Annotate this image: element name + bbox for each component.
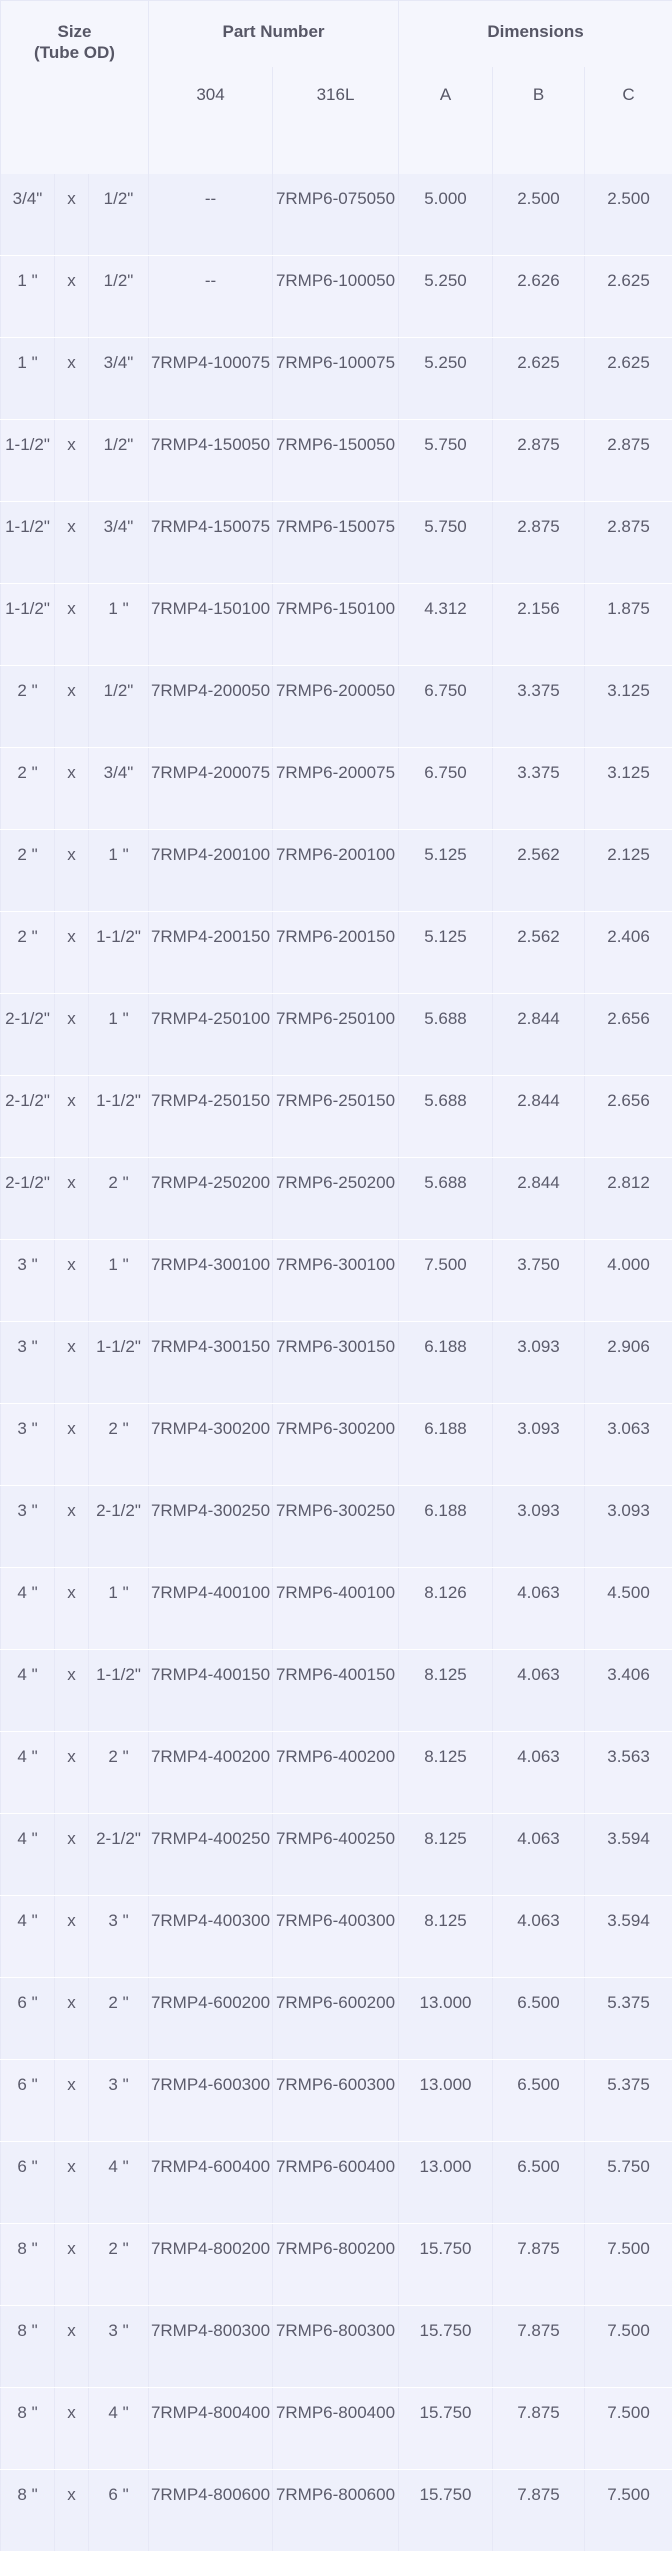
part-316l-cell: 7RMP6-250100 <box>273 994 399 1076</box>
part-316l-cell: 7RMP6-250200 <box>273 1158 399 1240</box>
dim-c-cell: 3.594 <box>585 1896 672 1978</box>
size-x-cell: x <box>55 666 89 748</box>
part-316l-cell: 7RMP6-300250 <box>273 1486 399 1568</box>
part-304-cell: 7RMP4-250100 <box>149 994 273 1076</box>
part-304-cell: 7RMP4-300150 <box>149 1322 273 1404</box>
part-304-cell: 7RMP4-400300 <box>149 1896 273 1978</box>
part-304-cell: 7RMP4-400150 <box>149 1650 273 1732</box>
part-304-cell: 7RMP4-200075 <box>149 748 273 830</box>
size-main-cell: 3 " <box>1 1240 55 1322</box>
part-304-cell: 7RMP4-800400 <box>149 2388 273 2470</box>
dim-b-cell: 4.063 <box>493 1568 585 1650</box>
part-316l-cell: 7RMP6-600400 <box>273 2142 399 2224</box>
part-316l-cell: 7RMP6-800600 <box>273 2470 399 2552</box>
dim-a-cell: 15.750 <box>399 2470 493 2552</box>
dim-c-cell: 1.875 <box>585 584 672 666</box>
subheader-a: A <box>399 67 493 174</box>
size-branch-cell: 1 " <box>89 1568 149 1650</box>
dim-a-cell: 8.125 <box>399 1896 493 1978</box>
size-main-cell: 8 " <box>1 2470 55 2552</box>
table-row <box>1 666 672 748</box>
size-branch-cell: 2 " <box>89 1732 149 1814</box>
part-316l-cell: 7RMP6-150075 <box>273 502 399 584</box>
table-row <box>1 1814 672 1896</box>
dim-b-cell: 2.626 <box>493 256 585 338</box>
size-branch-cell: 2 " <box>89 1978 149 2060</box>
size-main-cell: 8 " <box>1 2306 55 2388</box>
dim-a-cell: 8.125 <box>399 1814 493 1896</box>
dim-b-cell: 3.093 <box>493 1322 585 1404</box>
part-304-cell: 7RMP4-600400 <box>149 2142 273 2224</box>
part-316l-cell: 7RMP6-200050 <box>273 666 399 748</box>
dim-a-cell: 13.000 <box>399 2060 493 2142</box>
dim-b-cell: 2.844 <box>493 1076 585 1158</box>
part-304-cell: -- <box>149 174 273 256</box>
part-304-cell: 7RMP4-400200 <box>149 1732 273 1814</box>
table-row <box>1 912 672 994</box>
part-316l-cell: 7RMP6-400100 <box>273 1568 399 1650</box>
dim-c-cell: 7.500 <box>585 2306 672 2388</box>
size-x-cell: x <box>55 1486 89 1568</box>
size-x-cell: x <box>55 2306 89 2388</box>
size-branch-cell: 3 " <box>89 1896 149 1978</box>
dim-b-cell: 3.375 <box>493 748 585 830</box>
size-branch-cell: 1/2" <box>89 666 149 748</box>
table-row <box>1 2060 672 2142</box>
part-304-cell: 7RMP4-800300 <box>149 2306 273 2388</box>
table-row <box>1 1486 672 1568</box>
dim-b-cell: 6.500 <box>493 2060 585 2142</box>
size-main-cell: 1 " <box>1 256 55 338</box>
dim-b-cell: 4.063 <box>493 1896 585 1978</box>
size-branch-cell: 3 " <box>89 2306 149 2388</box>
part-304-cell: 7RMP4-150050 <box>149 420 273 502</box>
size-x-cell: x <box>55 1896 89 1978</box>
size-branch-cell: 2 " <box>89 1404 149 1486</box>
table-row <box>1 1568 672 1650</box>
part-304-cell: 7RMP4-200050 <box>149 666 273 748</box>
size-x-cell: x <box>55 584 89 666</box>
size-main-cell: 2-1/2" <box>1 994 55 1076</box>
part-304-cell: 7RMP4-300100 <box>149 1240 273 1322</box>
size-x-cell: x <box>55 2224 89 2306</box>
dim-c-cell: 2.812 <box>585 1158 672 1240</box>
size-x-cell: x <box>55 338 89 420</box>
size-x-cell: x <box>55 420 89 502</box>
size-branch-cell: 1-1/2" <box>89 1076 149 1158</box>
size-main-cell: 6 " <box>1 1978 55 2060</box>
size-branch-cell: 3/4" <box>89 502 149 584</box>
size-branch-cell: 1 " <box>89 584 149 666</box>
dim-a-cell: 13.000 <box>399 1978 493 2060</box>
dim-c-cell: 5.375 <box>585 1978 672 2060</box>
size-branch-cell: 3/4" <box>89 338 149 420</box>
part-316l-cell: 7RMP6-800400 <box>273 2388 399 2470</box>
size-main-cell: 1 " <box>1 338 55 420</box>
dim-b-cell: 2.844 <box>493 1158 585 1240</box>
size-branch-cell: 1-1/2" <box>89 912 149 994</box>
table-row <box>1 748 672 830</box>
part-316l-cell: 7RMP6-300200 <box>273 1404 399 1486</box>
table-row <box>1 338 672 420</box>
size-main-cell: 1-1/2" <box>1 420 55 502</box>
size-x-cell: x <box>55 1978 89 2060</box>
size-main-cell: 2 " <box>1 830 55 912</box>
table-row <box>1 1978 672 2060</box>
size-branch-cell: 6 " <box>89 2470 149 2552</box>
part-304-cell: 7RMP4-300250 <box>149 1486 273 1568</box>
size-branch-cell: 1-1/2" <box>89 1650 149 1732</box>
dim-c-cell: 3.563 <box>585 1732 672 1814</box>
dim-c-cell: 2.406 <box>585 912 672 994</box>
part-304-cell: 7RMP4-100075 <box>149 338 273 420</box>
part-316l-cell: 7RMP6-800300 <box>273 2306 399 2388</box>
dim-c-cell: 2.875 <box>585 420 672 502</box>
dim-a-cell: 13.000 <box>399 2142 493 2224</box>
table-row <box>1 2224 672 2306</box>
dim-c-cell: 3.093 <box>585 1486 672 1568</box>
size-x-cell: x <box>55 1732 89 1814</box>
dim-c-cell: 2.656 <box>585 994 672 1076</box>
dim-c-cell: 2.906 <box>585 1322 672 1404</box>
table-row <box>1 1240 672 1322</box>
dim-a-cell: 15.750 <box>399 2224 493 2306</box>
part-316l-cell: 7RMP6-400300 <box>273 1896 399 1978</box>
part-304-cell: 7RMP4-150100 <box>149 584 273 666</box>
table-row <box>1 2142 672 2224</box>
size-x-cell: x <box>55 830 89 912</box>
size-x-cell: x <box>55 2388 89 2470</box>
dim-c-cell: 5.375 <box>585 2060 672 2142</box>
dim-a-cell: 5.688 <box>399 1076 493 1158</box>
dim-a-cell: 5.750 <box>399 420 493 502</box>
dim-a-cell: 5.250 <box>399 256 493 338</box>
dim-b-cell: 2.844 <box>493 994 585 1076</box>
part-304-cell: 7RMP4-600200 <box>149 1978 273 2060</box>
size-x-cell: x <box>55 174 89 256</box>
dim-c-cell: 2.500 <box>585 174 672 256</box>
subheader-304: 304 <box>149 67 273 174</box>
dim-a-cell: 6.188 <box>399 1486 493 1568</box>
part-316l-cell: 7RMP6-600200 <box>273 1978 399 2060</box>
part-304-cell: 7RMP4-200100 <box>149 830 273 912</box>
size-subheader-blank <box>1 67 149 174</box>
size-x-cell: x <box>55 1322 89 1404</box>
dim-b-cell: 7.875 <box>493 2470 585 2552</box>
dim-a-cell: 7.500 <box>399 1240 493 1322</box>
size-x-cell: x <box>55 1404 89 1486</box>
size-branch-cell: 3/4" <box>89 748 149 830</box>
size-branch-cell: 1 " <box>89 994 149 1076</box>
dim-c-cell: 5.750 <box>585 2142 672 2224</box>
dim-c-cell: 4.500 <box>585 1568 672 1650</box>
size-x-cell: x <box>55 1076 89 1158</box>
table-row <box>1 2388 672 2470</box>
size-branch-cell: 1 " <box>89 1240 149 1322</box>
dim-b-cell: 2.156 <box>493 584 585 666</box>
size-branch-cell: 4 " <box>89 2142 149 2224</box>
part-316l-cell: 7RMP6-300150 <box>273 1322 399 1404</box>
size-x-cell: x <box>55 912 89 994</box>
dim-a-cell: 15.750 <box>399 2306 493 2388</box>
size-main-cell: 3 " <box>1 1486 55 1568</box>
size-header: Size (Tube OD) <box>1 1 149 67</box>
size-main-cell: 4 " <box>1 1650 55 1732</box>
dim-c-cell: 3.406 <box>585 1650 672 1732</box>
part-304-cell: 7RMP4-400250 <box>149 1814 273 1896</box>
part-316l-cell: 7RMP6-200150 <box>273 912 399 994</box>
table-row <box>1 994 672 1076</box>
part-316l-cell: 7RMP6-200075 <box>273 748 399 830</box>
size-main-cell: 2 " <box>1 912 55 994</box>
part-316l-cell: 7RMP6-150050 <box>273 420 399 502</box>
dimensions-header: Dimensions <box>399 1 672 67</box>
size-main-cell: 2 " <box>1 666 55 748</box>
dim-c-cell: 7.500 <box>585 2470 672 2552</box>
table-row <box>1 1322 672 1404</box>
dim-b-cell: 7.875 <box>493 2306 585 2388</box>
size-branch-cell: 1-1/2" <box>89 1322 149 1404</box>
table-row <box>1 1076 672 1158</box>
size-x-cell: x <box>55 1240 89 1322</box>
size-branch-cell: 1/2" <box>89 174 149 256</box>
table-row <box>1 256 672 338</box>
dim-b-cell: 3.375 <box>493 666 585 748</box>
size-branch-cell: 2 " <box>89 2224 149 2306</box>
part-304-cell: 7RMP4-600300 <box>149 2060 273 2142</box>
dim-a-cell: 8.125 <box>399 1650 493 1732</box>
dim-a-cell: 5.688 <box>399 994 493 1076</box>
dim-c-cell: 7.500 <box>585 2224 672 2306</box>
size-main-cell: 6 " <box>1 2142 55 2224</box>
dim-a-cell: 8.126 <box>399 1568 493 1650</box>
size-branch-cell: 2-1/2" <box>89 1486 149 1568</box>
part-316l-cell: 7RMP6-400200 <box>273 1732 399 1814</box>
size-x-cell: x <box>55 1814 89 1896</box>
size-main-cell: 3 " <box>1 1322 55 1404</box>
part-316l-cell: 7RMP6-300100 <box>273 1240 399 1322</box>
part-304-cell: 7RMP4-250150 <box>149 1076 273 1158</box>
size-main-cell: 2-1/2" <box>1 1158 55 1240</box>
size-branch-cell: 2 " <box>89 1158 149 1240</box>
dim-a-cell: 5.688 <box>399 1158 493 1240</box>
part-316l-cell: 7RMP6-075050 <box>273 174 399 256</box>
size-x-cell: x <box>55 1158 89 1240</box>
size-x-cell: x <box>55 748 89 830</box>
dim-a-cell: 6.188 <box>399 1404 493 1486</box>
subheader-b: B <box>493 67 585 174</box>
size-main-cell: 3 " <box>1 1404 55 1486</box>
part-316l-cell: 7RMP6-600300 <box>273 2060 399 2142</box>
dim-a-cell: 6.750 <box>399 666 493 748</box>
size-branch-cell: 2-1/2" <box>89 1814 149 1896</box>
table-row <box>1 1732 672 1814</box>
dim-c-cell: 2.125 <box>585 830 672 912</box>
subheader-c: C <box>585 67 672 174</box>
size-x-cell: x <box>55 994 89 1076</box>
size-x-cell: x <box>55 2142 89 2224</box>
dim-c-cell: 2.875 <box>585 502 672 584</box>
size-main-cell: 8 " <box>1 2224 55 2306</box>
dim-a-cell: 5.250 <box>399 338 493 420</box>
dim-a-cell: 6.188 <box>399 1322 493 1404</box>
dim-b-cell: 6.500 <box>493 1978 585 2060</box>
subheader-316l: 316L <box>273 67 399 174</box>
dim-c-cell: 2.656 <box>585 1076 672 1158</box>
size-x-cell: x <box>55 2060 89 2142</box>
part-304-cell: 7RMP4-800600 <box>149 2470 273 2552</box>
dim-c-cell: 2.625 <box>585 338 672 420</box>
part-304-cell: 7RMP4-200150 <box>149 912 273 994</box>
part-304-cell: 7RMP4-300200 <box>149 1404 273 1486</box>
dim-a-cell: 5.125 <box>399 912 493 994</box>
size-x-cell: x <box>55 2470 89 2552</box>
size-main-cell: 4 " <box>1 1896 55 1978</box>
size-branch-cell: 1/2" <box>89 420 149 502</box>
dim-a-cell: 6.750 <box>399 748 493 830</box>
size-main-cell: 2-1/2" <box>1 1076 55 1158</box>
size-main-cell: 3/4" <box>1 174 55 256</box>
part-316l-cell: 7RMP6-400150 <box>273 1650 399 1732</box>
dim-c-cell: 2.625 <box>585 256 672 338</box>
dim-b-cell: 3.093 <box>493 1486 585 1568</box>
size-main-cell: 1-1/2" <box>1 584 55 666</box>
size-x-cell: x <box>55 1568 89 1650</box>
size-x-cell: x <box>55 1650 89 1732</box>
dim-c-cell: 3.594 <box>585 1814 672 1896</box>
table-row <box>1 584 672 666</box>
dim-b-cell: 7.875 <box>493 2388 585 2470</box>
table-row <box>1 1896 672 1978</box>
size-main-cell: 4 " <box>1 1568 55 1650</box>
size-branch-cell: 1/2" <box>89 256 149 338</box>
part-316l-cell: 7RMP6-400250 <box>273 1814 399 1896</box>
dim-b-cell: 3.093 <box>493 1404 585 1486</box>
table-row <box>1 1404 672 1486</box>
table-row <box>1 830 672 912</box>
part-304-cell: 7RMP4-800200 <box>149 2224 273 2306</box>
table-row <box>1 420 672 502</box>
dim-b-cell: 2.875 <box>493 420 585 502</box>
part-304-cell: -- <box>149 256 273 338</box>
part-304-cell: 7RMP4-150075 <box>149 502 273 584</box>
dim-a-cell: 5.000 <box>399 174 493 256</box>
dim-b-cell: 6.500 <box>493 2142 585 2224</box>
part-316l-cell: 7RMP6-800200 <box>273 2224 399 2306</box>
table-body <box>1 174 672 2552</box>
size-main-cell: 4 " <box>1 1732 55 1814</box>
dim-a-cell: 15.750 <box>399 2388 493 2470</box>
size-main-cell: 4 " <box>1 1814 55 1896</box>
dim-c-cell: 3.125 <box>585 748 672 830</box>
table-row <box>1 2470 672 2552</box>
dim-b-cell: 2.562 <box>493 830 585 912</box>
size-main-cell: 8 " <box>1 2388 55 2470</box>
dim-c-cell: 3.063 <box>585 1404 672 1486</box>
size-main-cell: 2 " <box>1 748 55 830</box>
part-number-header: Part Number <box>149 1 399 67</box>
dim-a-cell: 5.750 <box>399 502 493 584</box>
size-branch-cell: 1 " <box>89 830 149 912</box>
dim-a-cell: 8.125 <box>399 1732 493 1814</box>
dim-c-cell: 7.500 <box>585 2388 672 2470</box>
dim-b-cell: 4.063 <box>493 1650 585 1732</box>
size-branch-cell: 3 " <box>89 2060 149 2142</box>
dim-b-cell: 4.063 <box>493 1732 585 1814</box>
dim-b-cell: 3.750 <box>493 1240 585 1322</box>
size-branch-cell: 4 " <box>89 2388 149 2470</box>
size-main-cell: 6 " <box>1 2060 55 2142</box>
part-316l-cell: 7RMP6-100050 <box>273 256 399 338</box>
part-304-cell: 7RMP4-250200 <box>149 1158 273 1240</box>
table-row <box>1 1158 672 1240</box>
table-row <box>1 502 672 584</box>
part-316l-cell: 7RMP6-250150 <box>273 1076 399 1158</box>
size-x-cell: x <box>55 256 89 338</box>
table-row <box>1 174 672 256</box>
part-316l-cell: 7RMP6-200100 <box>273 830 399 912</box>
dim-b-cell: 2.625 <box>493 338 585 420</box>
dim-b-cell: 4.063 <box>493 1814 585 1896</box>
table-header <box>1 1 672 174</box>
part-316l-cell: 7RMP6-100075 <box>273 338 399 420</box>
dim-b-cell: 7.875 <box>493 2224 585 2306</box>
table-row <box>1 1650 672 1732</box>
dim-c-cell: 3.125 <box>585 666 672 748</box>
part-316l-cell: 7RMP6-150100 <box>273 584 399 666</box>
size-x-cell: x <box>55 502 89 584</box>
table-row <box>1 2306 672 2388</box>
part-304-cell: 7RMP4-400100 <box>149 1568 273 1650</box>
dim-a-cell: 5.125 <box>399 830 493 912</box>
dim-c-cell: 4.000 <box>585 1240 672 1322</box>
dim-b-cell: 2.500 <box>493 174 585 256</box>
size-main-cell: 1-1/2" <box>1 502 55 584</box>
dim-a-cell: 4.312 <box>399 584 493 666</box>
dim-b-cell: 2.875 <box>493 502 585 584</box>
dim-b-cell: 2.562 <box>493 912 585 994</box>
